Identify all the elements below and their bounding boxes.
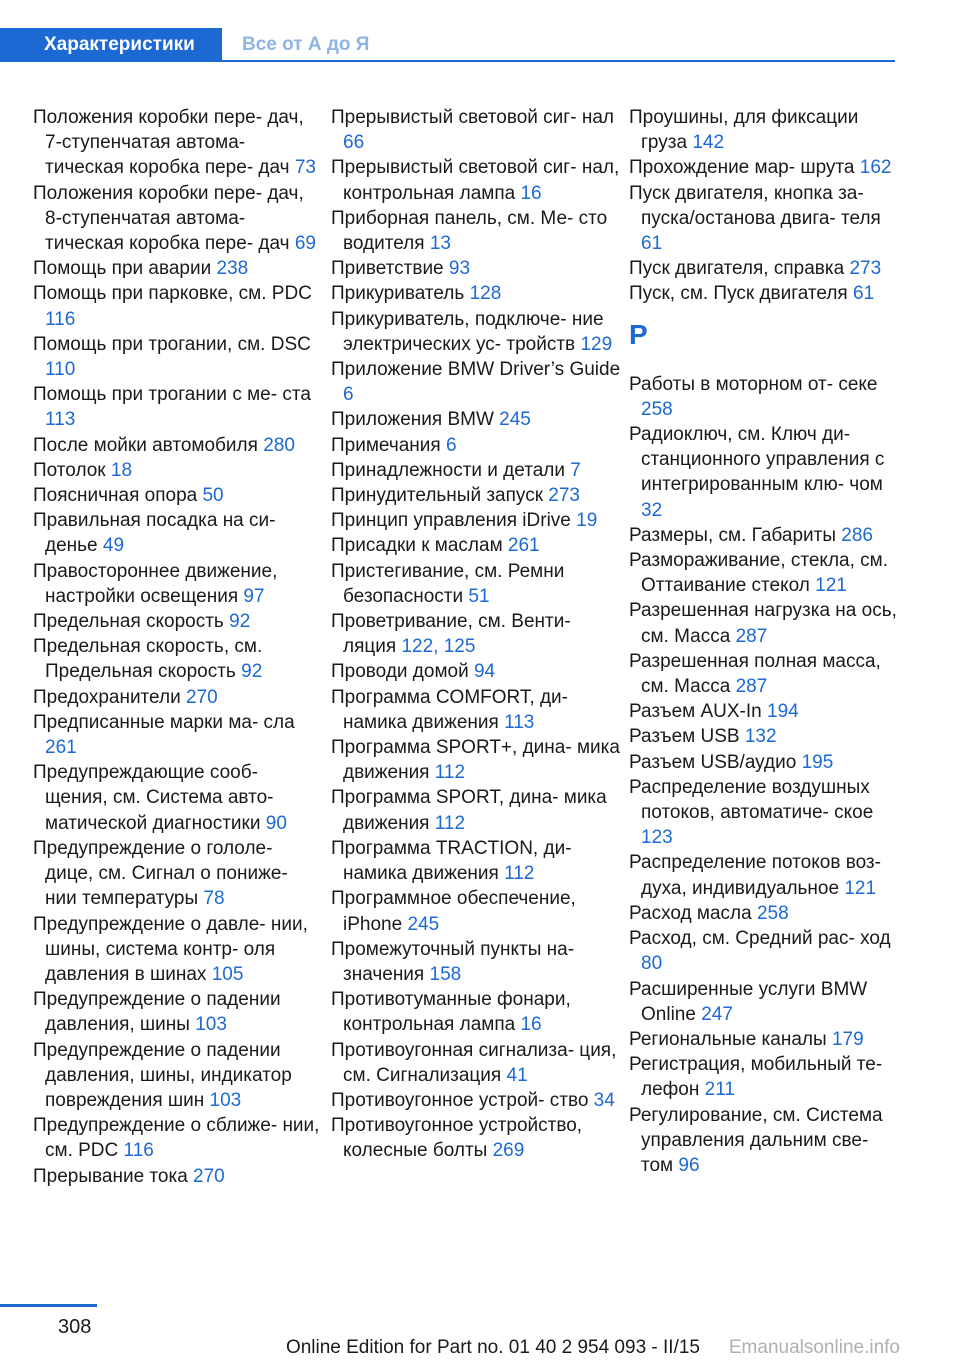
entry-text: Прикуриватель, подключе‐ ние электрических ус‐ тройств [331,308,604,355]
index-entry [331,155,621,205]
index-entry [331,785,621,835]
edition-note: Online Edition for Part no. 01 40 2 954 093 - II/15 [285,1337,700,1358]
page-reference-link[interactable]: 51 [468,585,490,607]
index-entry [331,659,621,684]
page-reference-link[interactable]: 90 [265,812,287,834]
page-reference-link[interactable]: 113 [45,409,76,431]
entry-text: Предельная скорость [33,611,224,633]
page-reference-link[interactable]: 19 [576,510,598,532]
index-entry [629,775,899,851]
index-entry [629,372,899,422]
index-entry [629,1052,899,1102]
page-reference-link[interactable]: 110 [45,359,76,381]
index-entry [629,256,899,281]
entry-text: Приборная панель, см. Ме‐ сто водителя [331,207,608,255]
page-reference-link[interactable]: 32 [641,499,663,521]
page-reference-link[interactable]: 194 [767,701,799,723]
page-reference-link[interactable]: 211 [704,1079,735,1101]
entry-text: Предписанные марки ма‐ сла [33,711,295,733]
index-entry [33,1113,323,1163]
entry-text: Программа COMFORT, ди‐ намика движения [331,686,568,733]
entry-text: Расширенные услуги BMW Online [629,978,868,1025]
index-entry [629,724,899,749]
entry-text: Пристегивание, см. Ремни безопасности [331,560,565,607]
entry-text: Положения коробки пере‐ дач, 8-ступенчатая автома‐ тическая коробка пере‐ дач [33,182,304,255]
page-reference-link[interactable]: 13 [429,233,451,255]
index-entry [33,181,323,257]
index-entry [331,533,621,558]
index-entry [331,685,621,735]
entry-text: Предупреждение о падении давления, шины, индикатор повреждения шин [33,1039,292,1111]
entry-text: Положения коробки пере‐ дач, 7-ступенчатая автома‐ тическая коробка пере‐ дач [33,107,304,179]
entry-text: Проушины, для фиксации груза [629,107,859,154]
entry-text: Разъем AUX-In [629,701,762,723]
index-entry [331,407,621,432]
entry-text: Прикуриватель [331,283,465,305]
entry-text: Предупреждение о гололе‐ дице, см. Сигнал о пониже‐ нии температуры [33,837,288,910]
entry-text: Принадлежности и детали [331,459,565,481]
page-reference-link[interactable]: 6 [445,434,457,456]
index-entry [331,1038,621,1088]
page-reference-link[interactable]: 116 [45,308,76,330]
page-reference-link[interactable]: 78 [203,888,225,910]
page-reference-link[interactable]: 112 [434,762,466,784]
page-reference-link[interactable]: 121 [815,575,847,597]
index-entry [33,483,323,508]
page-reference-link[interactable]: 287 [735,676,768,698]
page-reference-link[interactable]: 195 [801,751,834,773]
page-reference-link[interactable]: 16 [520,1014,542,1036]
entry-text: Правостороннее движение, настройки освещения [33,560,278,607]
entry-text: Принудительный запуск [331,485,544,507]
page-reference-link[interactable]: 66 [343,132,365,154]
entry-text: Помощь при аварии [33,258,212,280]
entry-text: Противотуманные фонари, контрольная лампа [331,989,571,1036]
page-reference-link[interactable]: 94 [473,661,496,683]
page-reference-link[interactable]: 50 [202,485,224,507]
entry-text: Региональные каналы [629,1028,827,1050]
entry-text: Радиоключ, см. Ключ ди‐ станционного управления с интегрированным клю‐ чом [629,424,885,496]
page-reference-link[interactable]: 34 [593,1089,615,1111]
page-reference-link[interactable]: 132 [744,726,777,748]
watermark: Emanualsonline.info [728,1337,900,1358]
page-reference-link[interactable]: 287 [735,625,768,647]
page-reference-link[interactable]: 61 [853,283,875,305]
page-reference-link[interactable]: 97 [243,585,265,607]
entry-text: Проветривание, см. Венти‐ ляция [331,611,571,658]
entry-text: Распределение потоков воз‐ духа, индивидуальное [629,852,881,899]
index-entry [331,105,621,155]
entry-text: Разрешенная полная масса, см. Масса [629,650,881,698]
index-entry [331,281,621,306]
index-entry [331,483,621,508]
index-entry [331,508,621,533]
entry-text: Присадки к маслам [331,535,503,557]
index-entry [629,281,899,306]
section-letter: Р [629,318,648,350]
entry-text: Примечания [331,434,441,456]
index-entry [629,750,899,775]
entry-text: Предупреждение о падении давления, шины [33,989,281,1036]
page-reference-link[interactable]: 96 [678,1154,700,1176]
index-entry [33,458,323,483]
footer-divider [0,1304,97,1307]
entry-text: Принцип управления iDrive [331,510,571,532]
header [0,28,895,62]
page-reference-link[interactable]: 286 [841,524,873,546]
entry-text: Помощь при трогании с ме‐ ста [33,384,311,406]
index-entry [331,735,621,785]
index-entry [33,105,323,181]
entry-text: Правильная посадка на си‐ денье [33,510,276,557]
entry-text: Работы в моторном от‐ секе [629,373,878,395]
index-entry [331,433,621,458]
page-reference-link[interactable]: 128 [469,283,502,305]
index-entry [33,332,323,382]
index-entry [33,382,323,432]
index-column-3 [629,105,899,1178]
index-entry [33,710,323,760]
page-reference-link[interactable]: 116 [123,1140,154,1162]
index-entry [33,1164,323,1189]
entry-text: Противоугонная сигнализа‐ ция, см. Сигнализация [331,1039,617,1086]
entry-text: Прерывание тока [33,1165,188,1187]
index-entry [629,649,899,699]
entry-text: Разъем USB/аудио [629,751,797,773]
index-entry [331,609,621,659]
index-column-2 [331,105,621,1164]
entry-text: Прерывистый световой сиг‐ нал [331,107,614,128]
entry-text: Регистрация, мобильный те‐ лефон [629,1054,883,1101]
page-reference-link[interactable]: 16 [520,182,542,204]
index-entry [33,912,323,988]
page-reference-link[interactable]: 92 [241,661,263,683]
entry-text: Программа SPORT, дина‐ мика движения [331,787,607,834]
entry-text: Программное обеспечение, iPhone [331,888,576,935]
index-entry [331,1088,621,1113]
entry-text: Приложения BMW [331,409,494,431]
entry-text: Потолок [33,459,106,481]
page-reference-link[interactable]: 93 [448,258,471,280]
page-reference-link[interactable]: 261 [507,535,540,557]
entry-text: Предупреждение о сближе‐ нии, см. PDC [33,1115,320,1162]
page-reference-link[interactable]: 258 [756,902,789,924]
index-entry [629,548,899,598]
page-reference-link[interactable]: 80 [641,953,663,975]
page-reference-link[interactable]: 261 [45,737,77,759]
index-entry [33,559,323,609]
page-reference-link[interactable]: 142 [692,132,725,154]
entry-text: Помощь при трогании, см. DSC [33,333,311,355]
page-reference-link[interactable]: 258 [641,398,673,420]
page-reference-link[interactable]: 49 [102,535,125,557]
index-entry [33,281,323,331]
index-entry [331,1113,621,1163]
index-entry [629,1103,899,1179]
entry-text: После мойки автомобиля [33,434,258,456]
page-reference-link[interactable]: 7 [570,459,581,481]
index-entry [331,357,621,407]
page-reference-link[interactable]: 269 [492,1140,525,1162]
page-reference-link[interactable]: 245 [499,409,531,431]
index-entry [629,901,899,926]
entry-text: Расход масла [629,902,752,924]
entry-text: Программа TRACTION, ди‐ намика движения [331,837,572,885]
page-reference-link[interactable]: 113 [504,711,535,733]
page-reference-link[interactable]: 112 [434,812,466,834]
page-reference-link[interactable]: 41 [506,1064,528,1086]
page-reference-link[interactable]: 280 [263,434,295,456]
index-entry [629,105,899,155]
index-entry [629,155,899,180]
index-entry [331,206,621,256]
page-reference-link[interactable]: 238 [216,258,249,280]
page-reference-link[interactable]: 179 [831,1028,864,1050]
page-reference-link[interactable]: 162 [859,157,892,179]
entry-text: Пуск, см. Пуск двигателя [629,283,848,305]
page-reference-link[interactable]: 270 [185,686,218,708]
page-reference-link[interactable]: 273 [548,485,580,507]
entry-text: Противоугонное устройство, колесные болты [331,1115,583,1162]
page-reference-link[interactable]: 123 [641,827,673,849]
index-entry [331,937,621,987]
index-entry [629,977,899,1027]
page-reference-link[interactable]: 6 [343,384,354,406]
page-reference-link[interactable]: 61 [641,233,663,255]
index-entry [33,836,323,912]
page-reference-link[interactable]: 105 [211,963,244,985]
index-entry [331,307,621,357]
index-entry [629,598,899,648]
index-entry [331,559,621,609]
index-entry [331,886,621,936]
index-entry [33,508,323,558]
index-entry [331,256,621,281]
index-entry [33,609,323,634]
entry-text: Разрешенная нагрузка на ось, см. Масса [629,600,897,647]
index-entry [33,1038,323,1114]
index-entry [33,685,323,710]
page-reference-link[interactable]: 69 [294,233,316,255]
entry-text: Поясничная опора [33,485,198,507]
entry-text: Промежуточный пункты на‐ значения [331,938,575,985]
page-reference-link[interactable]: 103 [209,1089,242,1111]
page-reference-link[interactable]: 247 [701,1003,733,1025]
page-number: 308 [58,1316,92,1338]
entry-text: Размеры, см. Габариты [629,524,836,546]
index-entry [33,634,323,684]
entry-text: Прерывистый световой сиг‐ нал, контрольная лампа [331,157,620,204]
index-entry [629,926,899,976]
entry-text: Проводи домой [331,661,469,683]
entry-text: Пуск двигателя, справка [629,258,845,280]
entry-text: Приветствие [331,258,444,280]
entry-text: Регулирование, см. Система управления дальним све‐ том [629,1104,883,1176]
page-reference-link[interactable]: 73 [294,157,316,179]
index-entry [629,523,899,548]
entry-text: Помощь при парковке, см. PDC [33,283,312,305]
page-reference-link[interactable]: 121 [844,877,877,899]
entry-text: Предохранители [33,686,181,708]
entry-text: Противоугонное устрой‐ ство [331,1089,589,1111]
entry-text: Прохождение мар‐ шрута [629,157,855,179]
index-entry [331,836,621,886]
header-divider [222,60,895,62]
index-entry [331,987,621,1037]
page-reference-link[interactable]: 103 [195,1014,227,1036]
index-entry [629,181,899,257]
entry-text: Предельная скорость, см. Предельная скорость [33,636,263,683]
index-entry [33,433,323,458]
index-column-1 [33,105,323,1189]
index-entry [33,760,323,836]
entry-text: Предупреждение о давле‐ нии, шины, система контр‐ оля давления в шинах [33,913,308,985]
page-reference-link[interactable]: 273 [849,258,882,280]
entry-text: Размораживание, стекла, см. Оттаивание стекол [629,550,889,597]
index-entry [629,699,899,724]
page-reference-link[interactable]: 122, 125 [401,636,476,658]
index-entry [33,256,323,281]
index-entry [33,987,323,1037]
index-entry [629,422,899,523]
entry-text: Программа SPORT+, дина‐ мика движения [331,737,620,784]
index-entry [629,850,899,900]
page-reference-link[interactable]: 129 [580,333,613,355]
tab-characteristics[interactable]: Характеристики [0,28,222,62]
tab-a-to-z[interactable]: Все от А до Я [242,34,370,55]
page-reference-link[interactable]: 270 [193,1165,225,1187]
entry-text: Пуск двигателя, кнопка за‐ пуска/останова двига‐ теля [629,182,881,229]
entry-text: Приложение BMW Driver’s Guide [331,359,621,381]
page-reference-link[interactable]: 18 [110,459,133,481]
index-entry [331,458,621,483]
entry-text: Расход, см. Средний рас‐ ход [629,928,891,950]
index-entry [629,1027,899,1052]
page-reference-link[interactable]: 92 [229,611,251,633]
entry-text: Разъем USB [629,726,740,748]
entry-text: Предупреждающие сооб‐ щения, см. Система авто‐ матической диагностики [33,762,274,834]
entry-text: Распределение воздушных потоков, автоматиче‐ ское [629,776,874,824]
page-reference-link[interactable]: 112 [504,863,535,885]
page-reference-link[interactable]: 158 [429,963,462,985]
page-reference-link[interactable]: 245 [407,913,440,935]
